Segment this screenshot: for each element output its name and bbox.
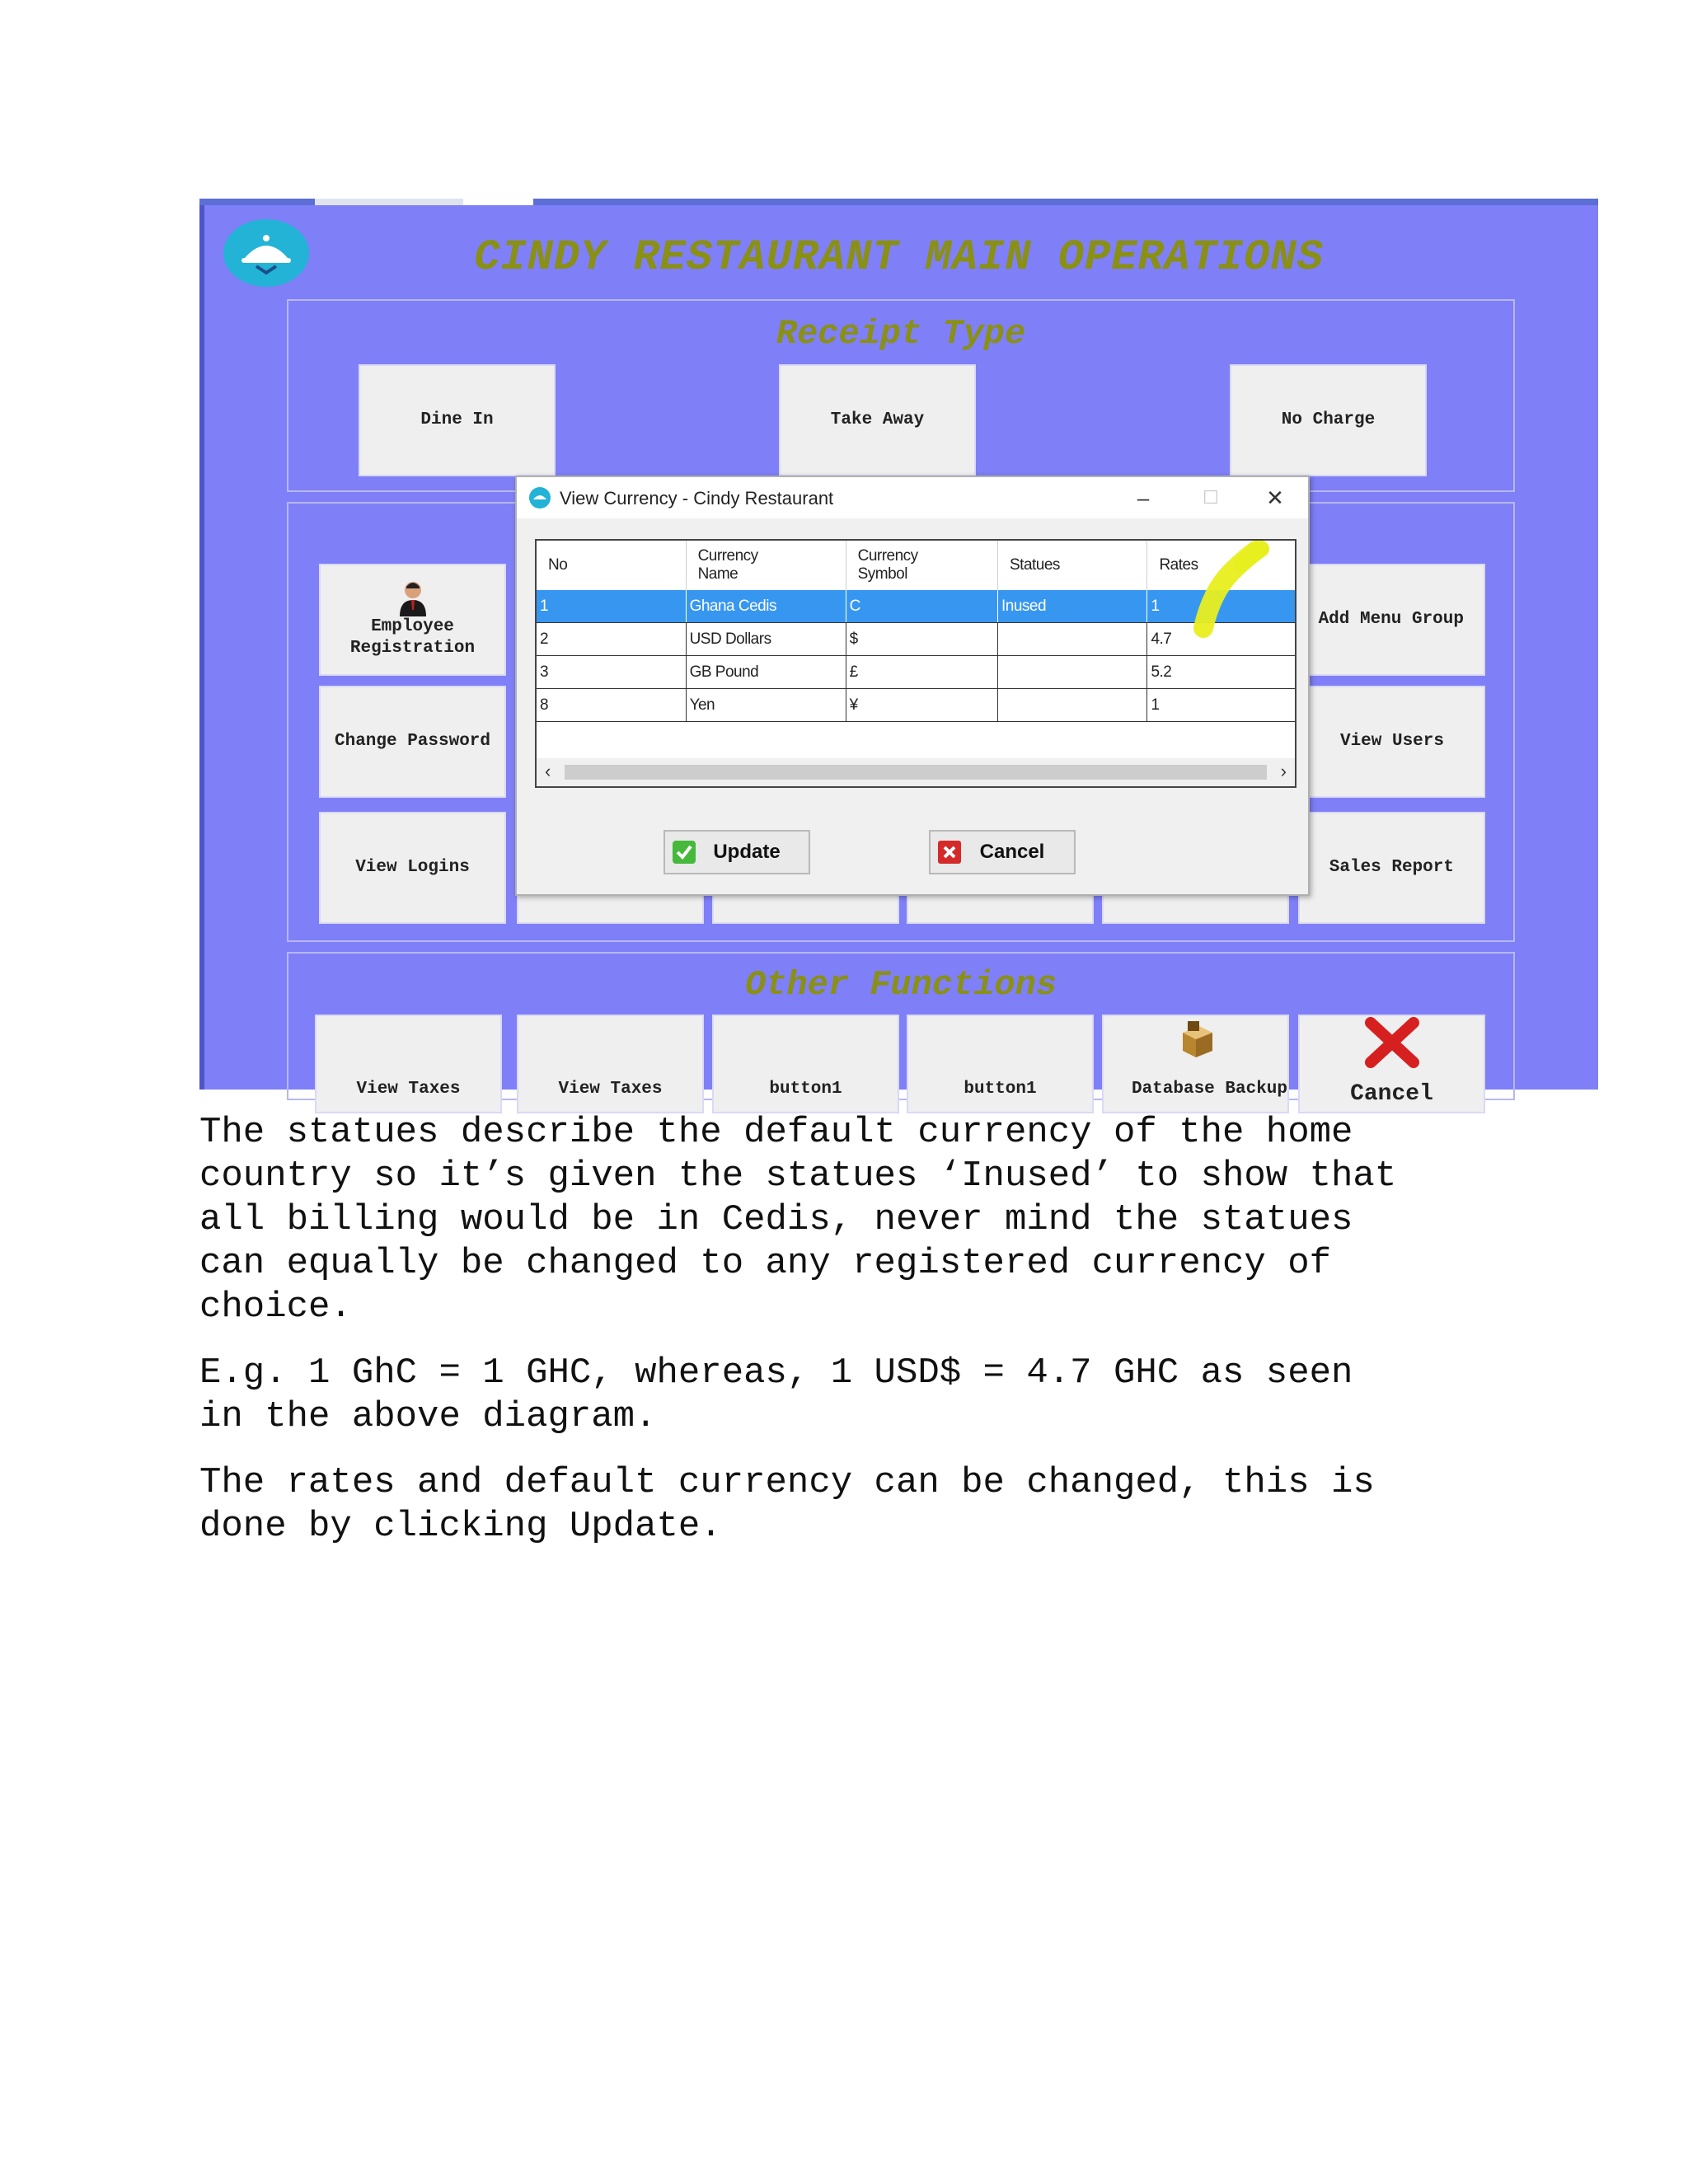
scroll-right-arrow[interactable]: › — [1280, 761, 1287, 781]
cell-symbol[interactable]: C — [846, 590, 997, 623]
database-box-icon — [1176, 1019, 1217, 1061]
cell-statues[interactable]: Inused — [998, 590, 1147, 623]
maximize-button[interactable]: ☐ — [1203, 487, 1219, 508]
cancel-button[interactable] — [929, 830, 1076, 874]
table-row[interactable] — [537, 623, 1295, 656]
column-header-currency-name[interactable]: Currency Name — [686, 541, 846, 590]
cell-symbol[interactable]: $ — [846, 623, 997, 656]
cell-no[interactable]: 3 — [537, 656, 686, 689]
window-edge — [199, 205, 204, 1090]
currency-grid[interactable] — [535, 539, 1296, 788]
cancel-label: Cancel — [979, 841, 1045, 863]
paragraph-example: E.g. 1 GhC = 1 GHC, whereas, 1 USD$ = 4.7 GHC as seen in the above diagram. — [199, 1352, 1353, 1437]
view-currency-dialog — [515, 476, 1310, 896]
table-row[interactable] — [537, 590, 1295, 623]
header-row — [537, 541, 1295, 590]
cell-name[interactable]: Ghana Cedis — [686, 590, 846, 623]
paragraph-statues-explanation: The statues describe the default currency of the home country so it’s given the statues ‘Inused’ to show that all billing would be in Cedis, never mind the statues can equally be changed to any registered currency of choice. — [199, 1112, 1397, 1328]
paragraph-update-note: The rates and default currency can be changed, this is done by clicking Update. — [199, 1462, 1375, 1547]
view-users-button[interactable]: View Users — [1298, 686, 1485, 798]
view-taxes-button[interactable]: View Taxes — [315, 1015, 502, 1113]
cancel-main-button[interactable] — [1298, 1015, 1485, 1113]
table-row[interactable] — [537, 656, 1295, 689]
no-charge-button[interactable]: No Charge — [1230, 364, 1427, 476]
cell-name[interactable]: Yen — [686, 689, 846, 722]
table-row[interactable] — [537, 689, 1295, 722]
update-button[interactable] — [663, 830, 810, 874]
change-password-button[interactable]: Change Password — [319, 686, 506, 798]
cell-no[interactable]: 8 — [537, 689, 686, 722]
cell-name[interactable]: GB Pound — [686, 656, 846, 689]
view-logins-button[interactable]: View Logins — [319, 812, 506, 924]
close-button[interactable]: ✕ — [1266, 485, 1284, 510]
column-header-currency-symbol[interactable]: Currency Symbol — [846, 541, 997, 590]
column-header-rates[interactable]: Rates — [1147, 541, 1295, 590]
cell-rate[interactable]: 1 — [1147, 689, 1295, 722]
cancel-x-icon — [1366, 1018, 1418, 1067]
dialog-titlebar — [517, 477, 1308, 518]
cell-rate[interactable]: 4.7 — [1147, 623, 1295, 656]
receipt-type-title: Receipt Type — [776, 314, 1026, 354]
cancel-main-label: Cancel — [1350, 1081, 1433, 1107]
button1-2[interactable]: button1 — [907, 1015, 1094, 1113]
employee-registration-button[interactable] — [319, 564, 506, 676]
view-taxes-button-2[interactable]: View Taxes — [517, 1015, 704, 1113]
dialog-app-icon — [528, 486, 551, 509]
dialog-title: View Currency - Cindy Restaurant — [560, 488, 834, 509]
update-label: Update — [713, 841, 781, 863]
currency-rows — [537, 590, 1295, 722]
button1[interactable]: button1 — [712, 1015, 899, 1113]
employee-avatar-icon — [396, 580, 429, 616]
cell-statues[interactable] — [998, 656, 1147, 689]
cell-no[interactable]: 2 — [537, 623, 686, 656]
cell-rate[interactable]: 5.2 — [1147, 656, 1295, 689]
app-screenshot — [199, 199, 1598, 1107]
main-title: CINDY RESTAURANT MAIN OPERATIONS — [474, 233, 1324, 282]
cell-rate[interactable]: 1 — [1147, 590, 1295, 623]
highlight-mark — [1192, 542, 1266, 633]
sales-report-button[interactable]: Sales Report — [1298, 812, 1485, 924]
scroll-left-arrow[interactable]: ‹ — [545, 761, 551, 781]
cell-symbol[interactable]: ¥ — [846, 689, 997, 722]
column-header-statues[interactable]: Statues — [998, 541, 1147, 590]
database-backup-button[interactable] — [1102, 1015, 1289, 1113]
horizontal-scrollbar[interactable] — [537, 758, 1295, 786]
column-header-no[interactable]: No — [537, 541, 686, 590]
add-menu-group-button[interactable]: Add Menu Group — [1298, 564, 1485, 676]
cell-name[interactable]: USD Dollars — [686, 623, 846, 656]
dine-in-button[interactable]: Dine In — [359, 364, 556, 476]
cell-statues[interactable] — [998, 689, 1147, 722]
minimize-button[interactable]: – — [1137, 485, 1150, 510]
cell-no[interactable]: 1 — [537, 590, 686, 623]
employee-registration-label: Employee Registration — [349, 617, 476, 658]
scroll-thumb[interactable] — [565, 765, 1267, 780]
currency-table — [537, 541, 1295, 722]
cell-statues[interactable] — [998, 623, 1147, 656]
other-functions-title: Other Functions — [744, 965, 1057, 1005]
taskbar-strip — [199, 199, 1598, 205]
cell-symbol[interactable]: £ — [846, 656, 997, 689]
database-backup-label: Database Backup — [1131, 1080, 1287, 1099]
take-away-button[interactable]: Take Away — [779, 364, 976, 476]
